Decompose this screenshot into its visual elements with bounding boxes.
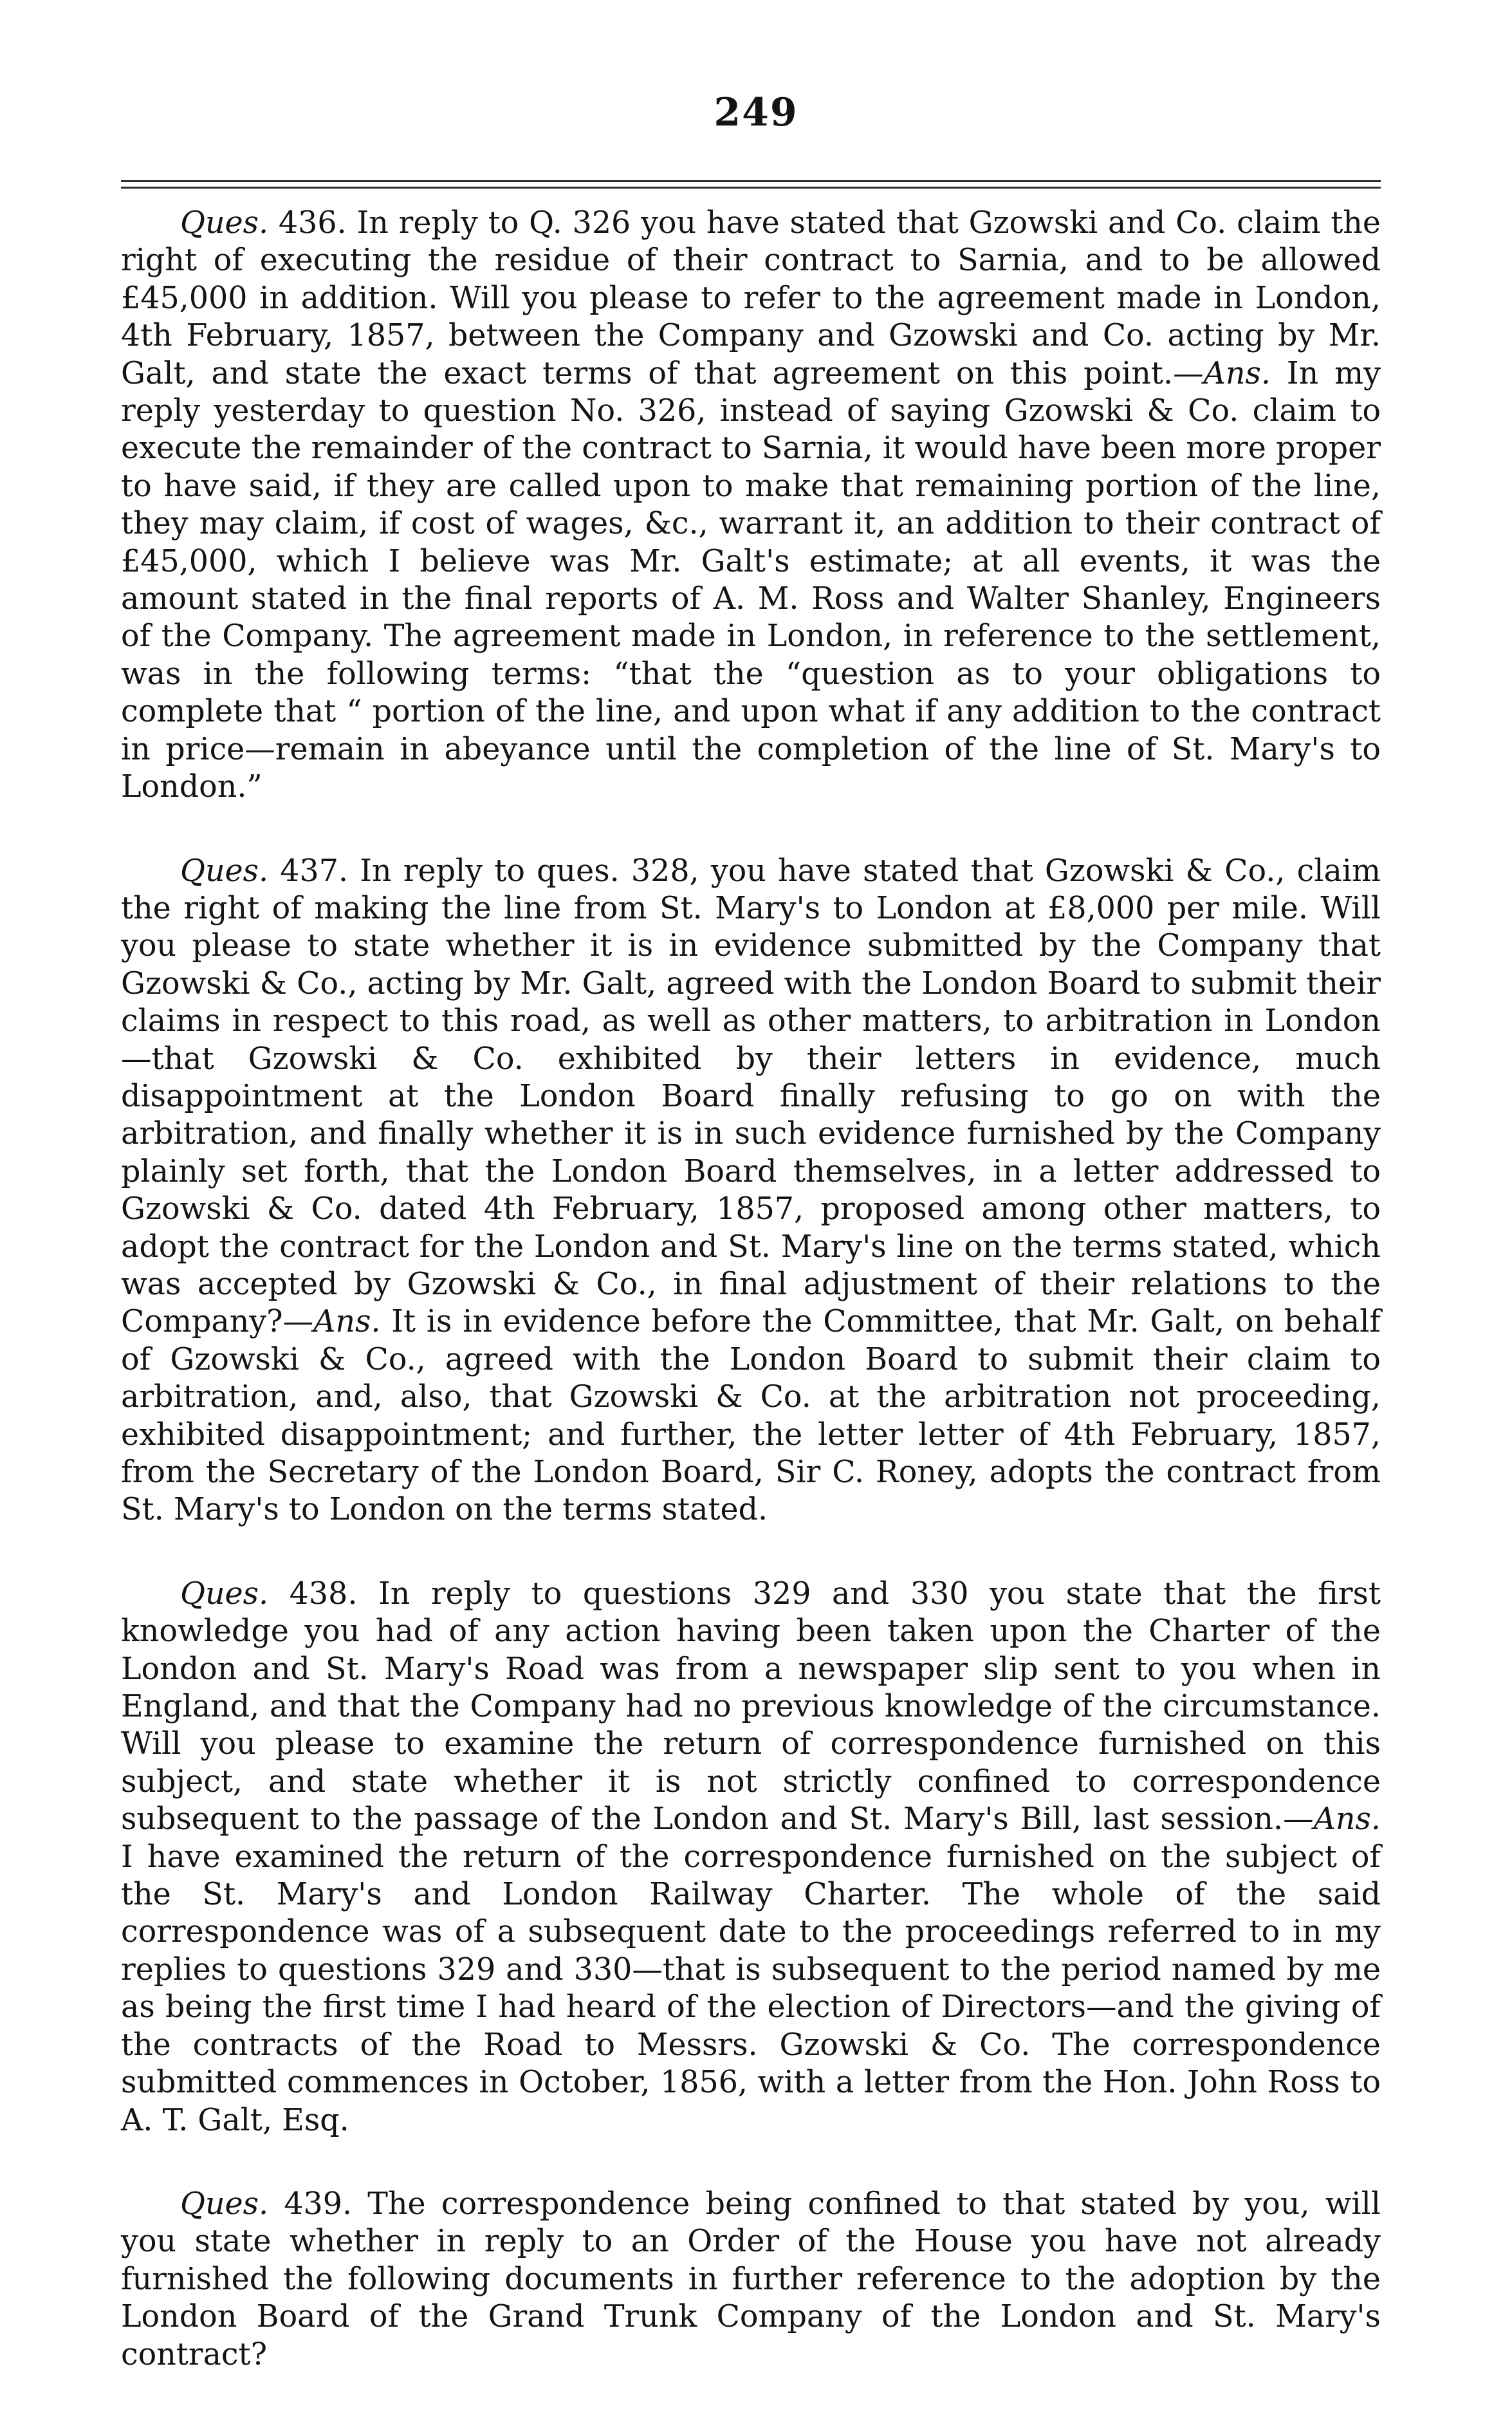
question-text: 438. In reply to questions 329 and 330 you state that the first knowledge you had of any action having been taken upon the Charter of the London and St. Mary's Road was from a newspaper slip sent to you when in England, and that the Company had no previous knowledge of the circumstance. Will you please to examine the return of correspondence furnished on this subject, and state whether it is not strictly confined to correspondence subsequent to the passage of the London and St. Mary's Bill, last session. xyxy=(121,1576,1381,1838)
page-body xyxy=(121,205,1381,2420)
question-436 xyxy=(121,205,1381,806)
question-text: 437. In reply to ques. 328, you have stated that Gzowski & Co., claim the right of making the line from St. Mary's to London at £8,000 per mile. Will you please to state whether it is in evidence submitted by the Company that Gzowski & Co., acting by Mr. Galt, agreed with the London Board to submit their claims in respect to this road, as well as other matters, to arbitration in London—that Gzowski & Co. exhibited by their letters in evidence, much disappointment at the London Board finally refusing to go on with the arbitration, and finally whether it is in such evidence furnished by the Company plainly set forth, that the London Board themselves, in a letter addressed to Gzowski & Co. dated 4th February, 1857, proposed among other matters, to adopt the contract for the London and St. Mary's line on the terms stated, which was accepted by Gzowski & Co., in final adjustment of their relations to the Company? xyxy=(121,853,1381,1340)
question-437 xyxy=(121,853,1381,1529)
answer-text: In my reply yesterday to question No. 326, instead of saying Gzowski & Co. claim to execute the remainder of the contract to Sarnia, it would have been more proper to have said, if they are called upon to make that remaining portion of the line, they may claim, if cost of wages, &c., warrant it, an addition to their contract of £45,000, which I believe was Mr. Galt's estimate; at all events, it was the amount stated in the final reports of A. M. Ross and Walter Shanley, Engineers of the Company. The agreement made in London, in reference to the settlement, was in the following terms: “that the “question as to your obligations to complete that “ portion of the line, and upon what if any addition to the contract in price—remain in abeyance until the completion of the line of St. Mary's to London.” xyxy=(121,355,1381,805)
answer-label: —Ans. xyxy=(1283,1801,1381,1838)
answer-label: —Ans. xyxy=(282,1304,381,1340)
header-rule-top xyxy=(121,180,1381,182)
question-label: Ques. xyxy=(180,853,269,889)
answer-label: —Ans. xyxy=(1173,355,1271,391)
question-text: 439. The correspondence being confined to that stated by you, will you state whether in reply to an Order of the House you have not already furnished the following documents in further reference to the adoption by the London Board of the Grand Trunk Company of the London and St. Mary's contract? xyxy=(121,2186,1381,2372)
question-label: Ques. xyxy=(180,1576,269,1612)
question-label: Ques. xyxy=(180,2186,269,2222)
question-label: Ques. xyxy=(180,205,269,241)
answer-text: I have examined the return of the correspondence furnished on the subject of the St. Mary's and London Railway Charter. The whole of the said correspondence was of a subsequent date to the proceedings referred to in my replies to questions 329 and 330—that is subsequent to the period named by me as being the first time I had heard of the election of Directors—and the giving of the contracts of the Road to Messrs. Gzowski & Co. The correspondence submitted commences in October, 1856, with a letter from the Hon. John Ross to A. T. Galt, Esq. xyxy=(121,1839,1381,2138)
question-439 xyxy=(121,2186,1381,2374)
header-rule-bottom xyxy=(121,187,1381,189)
answer-text: It is in evidence before the Committee, that Mr. Galt, on behalf of Gzowski & Co., agreed with the London Board to submit their claim to arbitration, and, also, that Gzowski & Co. at the arbitration not proceeding, exhibited disappointment; and further, the letter letter of 4th February, 1857, from the Secretary of the London Board, Sir C. Roney, adopts the contract from St. Mary's to London on the terms stated. xyxy=(121,1304,1381,1528)
question-text: 436. In reply to Q. 326 you have stated that Gzowski and Co. claim the right of executing the residue of their contract to Sarnia, and to be allowed £45,000 in addition. Will you please to refer to the agreement made in London, 4th February, 1857, between the Company and Gzowski and Co. acting by Mr. Galt, and state the exact terms of that agreement on this point. xyxy=(121,205,1381,391)
question-438 xyxy=(121,1576,1381,2139)
page-number: 249 xyxy=(714,90,798,135)
